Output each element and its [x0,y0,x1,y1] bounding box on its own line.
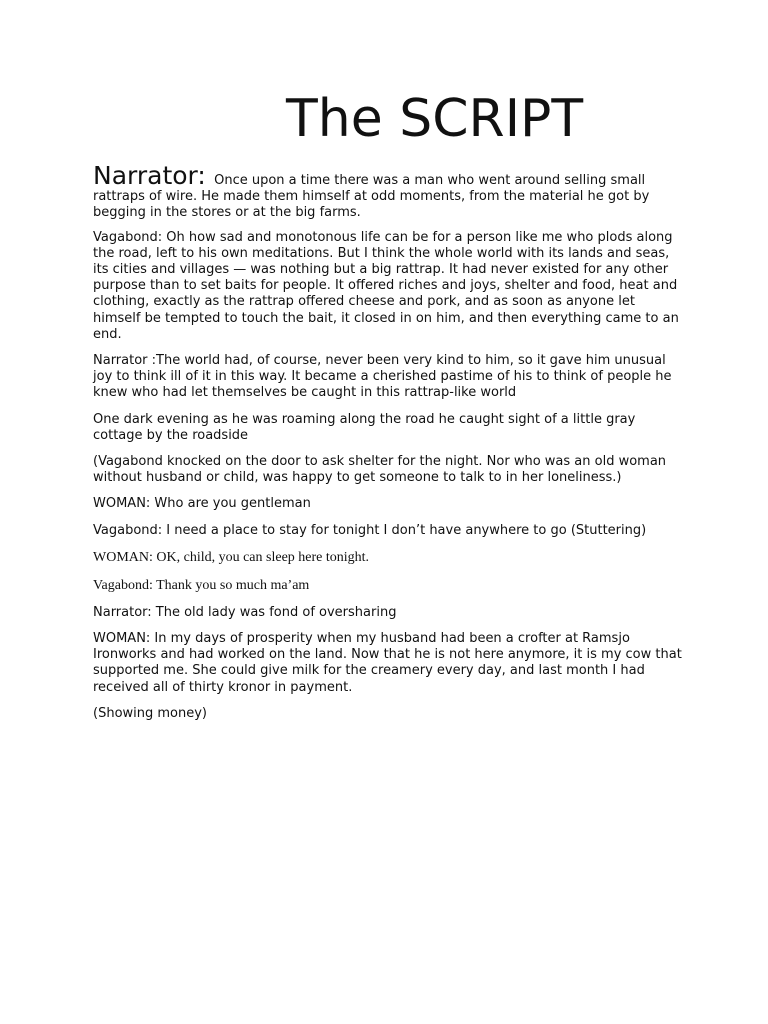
paragraph-woman-story: WOMAN: In my days of prosperity when my husband had been a crofter at Ramsjo Ironworks and had worked on the land. Now that he is not here anymore, it is my cow that supported me. She could give milk for the creamery every day, and last month I had received all of thirty kronor in payment. [93,631,682,695]
paragraph-text: Once upon a time there was a man who went around selling small rattraps of wire. He made them himself at odd moments, from the material he got by begging in the stores or at the big farms. [93,173,650,221]
paragraph-woman-question: WOMAN: Who are you gentleman [93,496,311,512]
paragraph-dark-evening: One dark evening as he was roaming along the road he caught sight of a little gray cottage by the roadside [93,411,636,443]
paragraph-narrator-oversharing: Narrator: The old lady was fond of oversharing [93,604,397,620]
speaker-label-narrator: Narrator: [93,161,206,190]
paragraph-stage-direction-knock: (Vagabond knocked on the door to ask shelter for the night. Nor who was an old woman without husband or child, was happy to get someone to talk to in her loneliness.) [93,454,667,486]
paragraph-vagabond-monologue: Vagabond: Oh how sad and monotonous life can be for a person like me who plods along the road, left to his own meditations. But I think the whole world with its lands and seas, its cities and villages — was nothing but a big rattrap. It had never existed for any other purpose than to set baits for people. It offered riches and joys, shelter and food, heat and clothing, exactly as the rattrap offered cheese and pork, and as soon as anyone let himself be tempted to touch the bait, it closed in on him, and then everything came to an end. [93,229,679,342]
paragraph-narrator-intro [93,163,683,222]
paragraph-vagabond-request: Vagabond: I need a place to stay for tonight I don’t have anywhere to go (Stuttering) [93,522,647,538]
paragraph-stage-direction-money: (Showing money) [93,705,208,721]
paragraph-narrator-world: Narrator :The world had, of course, never been very kind to him, so it gave him unusual joy to think ill of it in this way. It became a cherished pastime of his to think of people he knew who had let themselves be caught in this rattrap-like world [93,353,672,401]
paragraph-woman-ok: WOMAN: OK, child, you can sleep here tonight. [93,549,370,565]
page-title: The SCRIPT [286,89,584,149]
script-body [93,163,683,732]
paragraph-vagabond-thanks: Vagabond: Thank you so much ma’am [93,577,310,593]
